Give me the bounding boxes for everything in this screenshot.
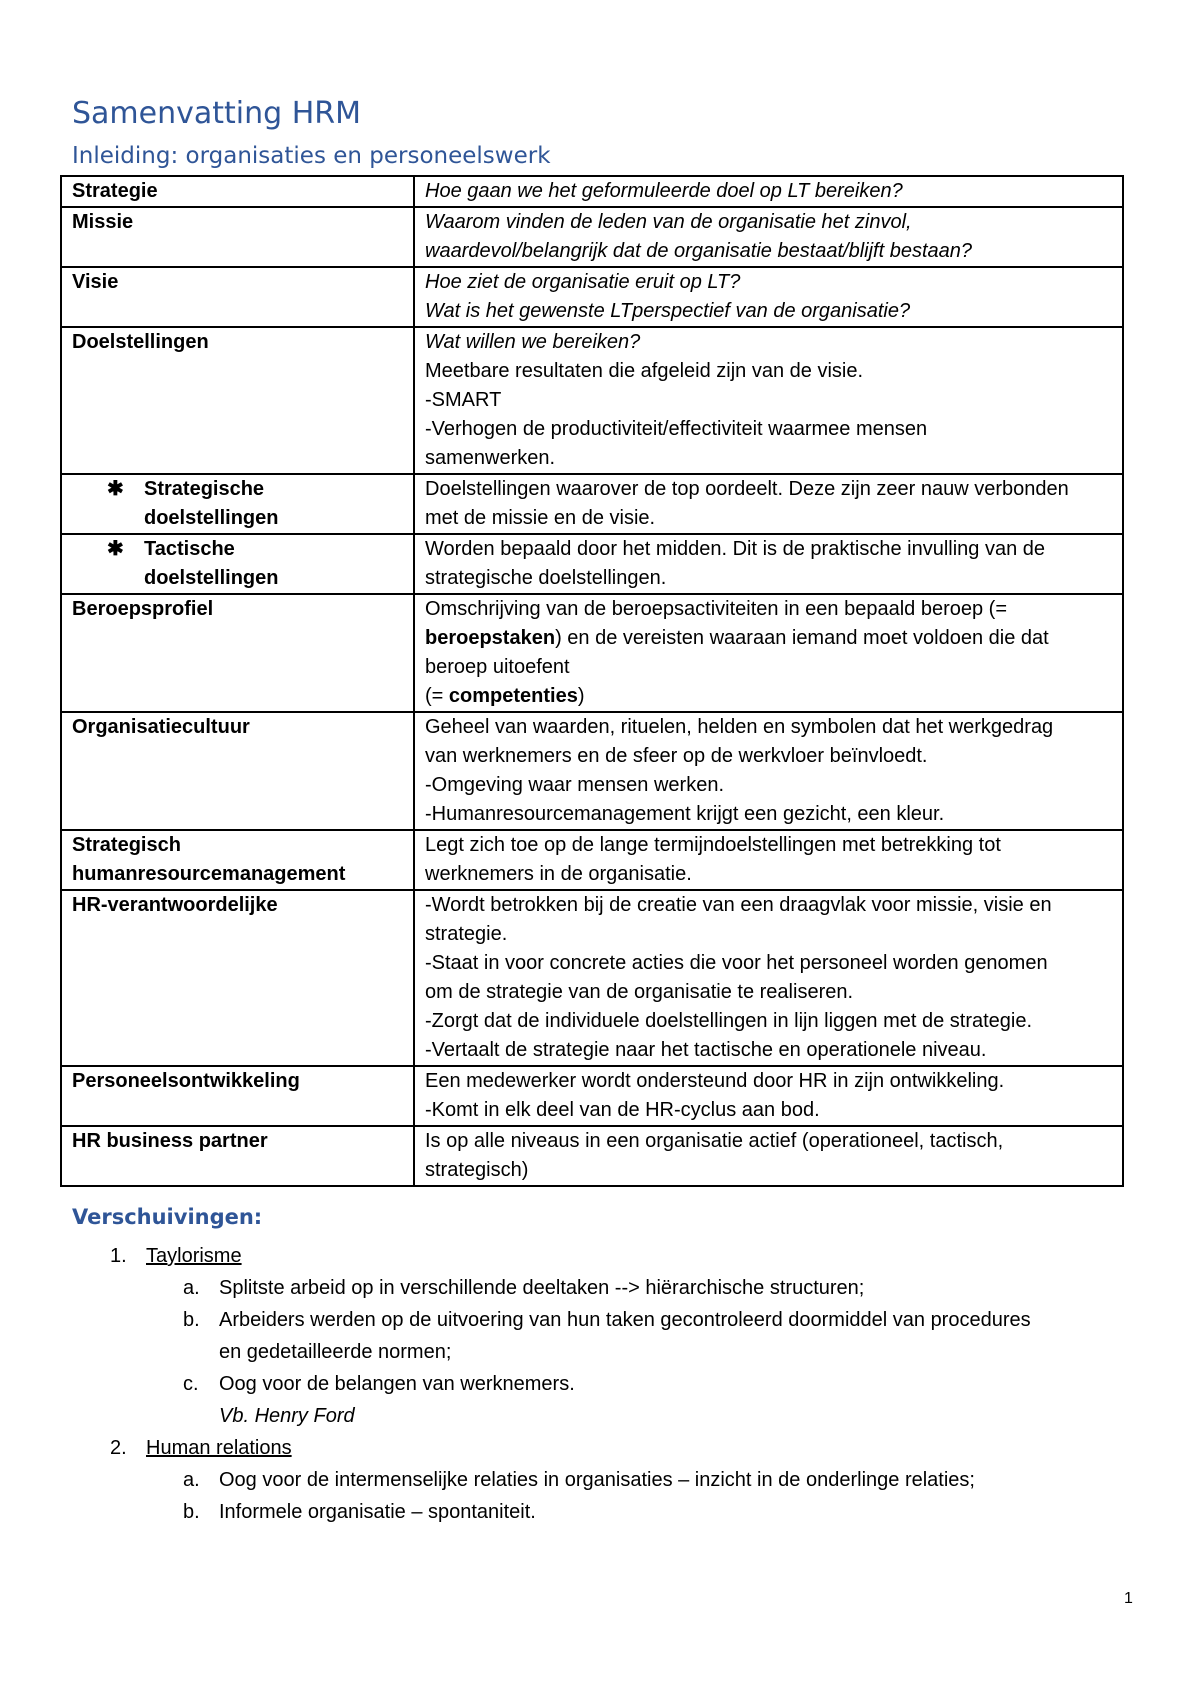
definition-line: Hoe ziet de organisatie eruit op LT? bbox=[425, 271, 741, 293]
table-row bbox=[61, 594, 1123, 712]
term-cell: Visie bbox=[61, 267, 414, 327]
list-letter: a. bbox=[183, 1277, 200, 1299]
table-row bbox=[61, 1126, 1123, 1186]
asterisk-bullet-icon: ✱ bbox=[107, 478, 124, 500]
list-subitem-text: Informele organisatie – spontaniteit. bbox=[219, 1501, 536, 1523]
definition-text: (= bbox=[425, 685, 449, 707]
list-subitem bbox=[0, 1272, 1200, 1304]
list-number: 2. bbox=[110, 1437, 127, 1459]
definition-line: waardevol/belangrijk dat de organisatie bestaat/blijft bestaan? bbox=[425, 240, 973, 262]
definition-line: -Wordt betrokken bij de creatie van een draagvlak voor missie, visie en bbox=[425, 894, 1052, 916]
definition-line: Geheel van waarden, rituelen, helden en symbolen dat het werkgedrag bbox=[425, 716, 1054, 738]
definition-cell bbox=[414, 830, 1123, 890]
list-item bbox=[0, 1432, 1200, 1464]
definition-line: -Omgeving waar mensen werken. bbox=[425, 774, 725, 796]
list-subitem-text: Oog voor de belangen van werknemers. bbox=[219, 1373, 575, 1395]
term-cell bbox=[61, 830, 414, 890]
term-line: doelstellingen bbox=[144, 567, 279, 589]
definition-cell bbox=[414, 207, 1123, 267]
definition-line: samenwerken. bbox=[425, 447, 556, 469]
table-row bbox=[61, 890, 1123, 1066]
definition-cell: Hoe gaan we het geformuleerde doel op LT bereiken? bbox=[414, 176, 1123, 207]
definition-line: om de strategie van de organisatie te realiseren. bbox=[425, 981, 854, 1003]
table-row bbox=[61, 1066, 1123, 1126]
definition-line: -Verhogen de productiviteit/effectiviteit waarmee mensen bbox=[425, 418, 928, 440]
definition-line: Een medewerker wordt ondersteund door HR in zijn ontwikkeling. bbox=[425, 1070, 1005, 1092]
term-line: humanresourcemanagement bbox=[72, 863, 346, 885]
term-cell: HR business partner bbox=[61, 1126, 414, 1186]
page-number: 1 bbox=[1124, 1590, 1133, 1607]
table-row bbox=[61, 176, 1123, 207]
list-subitem-text: Oog voor de intermenselijke relaties in organisaties – inzicht in de onderlinge relaties; bbox=[219, 1469, 975, 1491]
page-title: Samenvatting HRM bbox=[72, 96, 361, 131]
table-row bbox=[61, 474, 1123, 534]
term-cell bbox=[61, 534, 414, 594]
definition-line: strategische doelstellingen. bbox=[425, 567, 667, 589]
section-heading: Inleiding: organisaties en personeelswerk bbox=[72, 143, 551, 169]
term-line: doelstellingen bbox=[144, 507, 279, 529]
list-subitem-text: Splitste arbeid op in verschillende deeltaken --> hiërarchische structuren; bbox=[219, 1277, 865, 1299]
table-row bbox=[61, 830, 1123, 890]
definition-line: Meetbare resultaten die afgeleid zijn van de visie. bbox=[425, 360, 864, 382]
definition-line: met de missie en de visie. bbox=[425, 507, 656, 529]
definition-line bbox=[425, 624, 1112, 653]
asterisk-bullet-icon: ✱ bbox=[107, 538, 124, 560]
list-number: 1. bbox=[110, 1245, 127, 1267]
term-cell: Strategie bbox=[61, 176, 414, 207]
definition-cell bbox=[414, 1066, 1123, 1126]
list-subitem bbox=[0, 1464, 1200, 1496]
table-row bbox=[61, 207, 1123, 267]
definition-cell bbox=[414, 1126, 1123, 1186]
definition-line: strategisch) bbox=[425, 1159, 529, 1181]
list-letter: c. bbox=[183, 1373, 199, 1395]
definition-line: Omschrijving van de beroepsactiviteiten in een bepaald beroep (= bbox=[425, 598, 1008, 620]
table-row bbox=[61, 712, 1123, 830]
definition-text: ) en de vereisten waaraan iemand moet voldoen die dat bbox=[555, 627, 1049, 649]
example-note: Vb. Henry Ford bbox=[219, 1405, 355, 1427]
definition-line: -Humanresourcemanagement krijgt een gezicht, een kleur. bbox=[425, 803, 945, 825]
definitions-table bbox=[60, 175, 1124, 1187]
definition-cell bbox=[414, 712, 1123, 830]
shifts-list bbox=[0, 1240, 1200, 1528]
definition-line: Wat is het gewenste LTperspectief van de organisatie? bbox=[425, 300, 911, 322]
term-cell bbox=[61, 474, 414, 534]
list-letter: b. bbox=[183, 1501, 200, 1523]
list-item-label: Taylorisme bbox=[146, 1245, 242, 1267]
definition-line: -Vertaalt de strategie naar het tactische en operationele niveau. bbox=[425, 1039, 987, 1061]
term-cell: Beroepsprofiel bbox=[61, 594, 414, 712]
term-cell: Missie bbox=[61, 207, 414, 267]
term-line: Strategische bbox=[144, 478, 265, 500]
definition-line: -SMART bbox=[425, 389, 502, 411]
definition-line: van werknemers en de sfeer op de werkvloer beïnvloedt. bbox=[425, 745, 928, 767]
bold-term: beroepstaken bbox=[425, 627, 556, 649]
definition-text: ) bbox=[577, 685, 585, 707]
definition-cell bbox=[414, 267, 1123, 327]
definition-line: Is op alle niveaus in een organisatie actief (operationeel, tactisch, bbox=[425, 1130, 1004, 1152]
list-letter: a. bbox=[183, 1469, 200, 1491]
definition-line: beroep uitoefent bbox=[425, 656, 570, 678]
list-subitem bbox=[0, 1368, 1200, 1400]
definition-cell bbox=[414, 534, 1123, 594]
definition-line: Legt zich toe op de lange termijndoelstellingen met betrekking tot bbox=[425, 834, 1001, 856]
term-cell: HR-verantwoordelijke bbox=[61, 890, 414, 1066]
definition-line: -Zorgt dat de individuele doelstellingen in lijn liggen met de strategie. bbox=[425, 1010, 1033, 1032]
list-item-label: Human relations bbox=[146, 1437, 292, 1459]
definition-line: strategie. bbox=[425, 923, 508, 945]
term-line: Tactische bbox=[144, 538, 235, 560]
list-subitem-text: Arbeiders werden op de uitvoering van hun taken gecontroleerd doormiddel van procedures bbox=[219, 1309, 1031, 1331]
term-cell: Organisatiecultuur bbox=[61, 712, 414, 830]
table-row bbox=[61, 327, 1123, 474]
term-line: Strategisch bbox=[72, 834, 181, 856]
list-item bbox=[0, 1240, 1200, 1272]
definition-line: Doelstellingen waarover de top oordeelt. Deze zijn zeer nauw verbonden bbox=[425, 478, 1069, 500]
section-heading: Verschuivingen: bbox=[72, 1205, 263, 1229]
term-cell: Personeelsontwikkeling bbox=[61, 1066, 414, 1126]
definition-line: Waarom vinden de leden van de organisatie het zinvol, bbox=[425, 211, 912, 233]
definition-cell bbox=[414, 594, 1123, 712]
list-letter: b. bbox=[183, 1309, 200, 1331]
definition-line: -Komt in elk deel van de HR-cyclus aan bod. bbox=[425, 1099, 820, 1121]
definition-line: Wat willen we bereiken? bbox=[425, 331, 641, 353]
definition-cell bbox=[414, 474, 1123, 534]
definition-line: Worden bepaald door het midden. Dit is de praktische invulling van de bbox=[425, 538, 1045, 560]
definition-cell bbox=[414, 890, 1123, 1066]
definition-line: -Staat in voor concrete acties die voor het personeel worden genomen bbox=[425, 952, 1048, 974]
list-subitem-text: en gedetailleerde normen; bbox=[219, 1341, 452, 1363]
definition-line bbox=[425, 682, 1112, 711]
bold-term: competenties bbox=[448, 685, 578, 707]
definition-line: werknemers in de organisatie. bbox=[425, 863, 692, 885]
term-cell: Doelstellingen bbox=[61, 327, 414, 474]
table-row bbox=[61, 267, 1123, 327]
list-subitem bbox=[0, 1496, 1200, 1528]
list-subitem bbox=[0, 1304, 1200, 1368]
definition-cell bbox=[414, 327, 1123, 474]
table-row bbox=[61, 534, 1123, 594]
